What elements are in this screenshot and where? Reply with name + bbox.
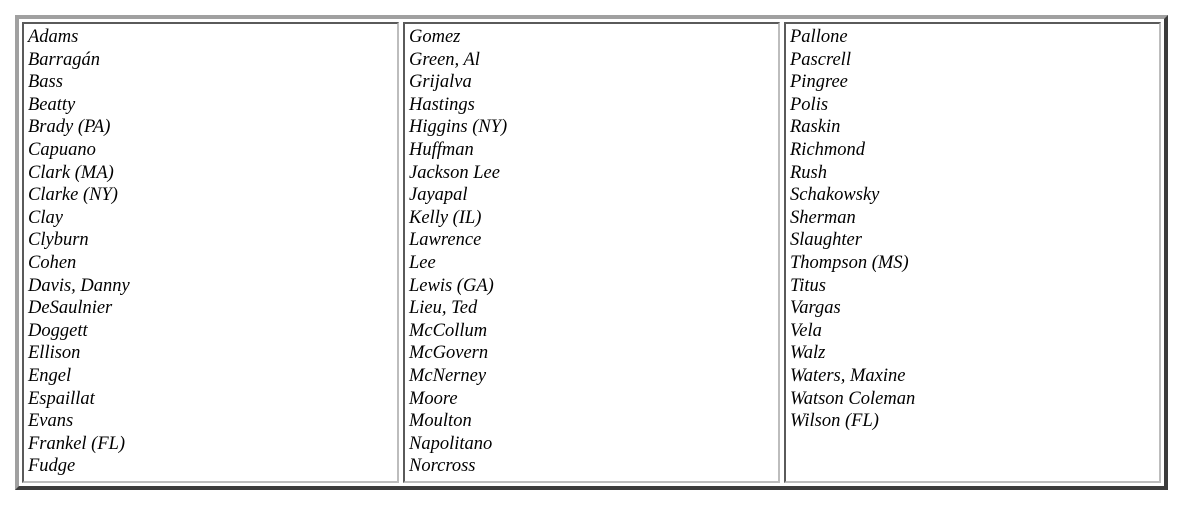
list-item: Barragán <box>28 49 100 70</box>
list-item: McNerney <box>409 365 487 386</box>
name-list <box>28 26 397 478</box>
list-item: Moulton <box>409 411 472 432</box>
list-item: Waters, Maxine <box>790 365 906 386</box>
list-item: Fudge <box>28 456 76 477</box>
list-item: Sherman <box>790 207 856 228</box>
list-item: Capuano <box>28 139 96 160</box>
list-item: Espaillat <box>28 388 95 409</box>
list-item: DeSaulnier <box>28 298 113 319</box>
list-item: Wilson (FL) <box>790 411 879 432</box>
list-item: Evans <box>28 411 74 432</box>
list-item: Napolitano <box>409 433 493 454</box>
list-item: Jackson Lee <box>409 162 500 183</box>
list-item: Lawrence <box>409 230 482 251</box>
list-item: Lewis (GA) <box>409 275 494 296</box>
list-item: Vargas <box>790 298 841 319</box>
table-cell-column-1 <box>22 22 399 483</box>
list-item: Huffman <box>409 139 474 160</box>
list-item: McCollum <box>409 320 488 341</box>
list-item: Bass <box>28 72 63 93</box>
list-item: McGovern <box>409 343 489 364</box>
list-item: Lieu, Ted <box>409 298 478 319</box>
list-item: Hastings <box>409 94 475 115</box>
list-item: Pallone <box>790 27 848 47</box>
list-item: Engel <box>28 365 72 386</box>
list-item: Frankel (FL) <box>28 433 126 454</box>
table-cell-column-2 <box>403 22 780 483</box>
names-table <box>15 15 1168 490</box>
list-item: Slaughter <box>790 230 862 251</box>
list-item: Titus <box>790 275 826 296</box>
list-item: Grijalva <box>409 72 472 93</box>
list-item: Richmond <box>790 139 866 160</box>
list-item: Polis <box>790 94 829 115</box>
list-item: Clay <box>28 207 63 228</box>
name-list <box>790 26 1159 433</box>
list-item: Pingree <box>790 72 848 93</box>
list-item: Higgins (NY) <box>409 117 508 138</box>
name-list <box>409 26 778 478</box>
list-item: Ellison <box>28 343 81 364</box>
list-item: Green, Al <box>409 49 480 70</box>
table-cell-column-3 <box>784 22 1161 483</box>
list-item: Moore <box>409 388 458 409</box>
list-item: Brady (PA) <box>28 117 111 138</box>
list-item: Gomez <box>409 27 461 47</box>
list-item: Beatty <box>28 94 76 115</box>
list-item: Doggett <box>28 320 88 341</box>
list-item: Cohen <box>28 252 77 273</box>
list-item: Adams <box>28 27 79 47</box>
list-item: Jayapal <box>409 185 468 206</box>
list-item: Pascrell <box>790 49 851 70</box>
list-item: Watson Coleman <box>790 388 916 409</box>
list-item: Raskin <box>790 117 841 138</box>
list-item: Clarke (NY) <box>28 185 118 206</box>
list-item: Clark (MA) <box>28 162 114 183</box>
list-item: Thompson (MS) <box>790 252 909 273</box>
list-item: Lee <box>409 252 436 273</box>
list-item: Clyburn <box>28 230 89 251</box>
list-item: Vela <box>790 320 822 341</box>
list-item: Davis, Danny <box>28 275 130 296</box>
list-item: Rush <box>790 162 827 183</box>
list-item: Norcross <box>409 456 476 477</box>
list-item: Schakowsky <box>790 185 880 206</box>
list-item: Walz <box>790 343 826 364</box>
list-item: Kelly (IL) <box>409 207 482 228</box>
